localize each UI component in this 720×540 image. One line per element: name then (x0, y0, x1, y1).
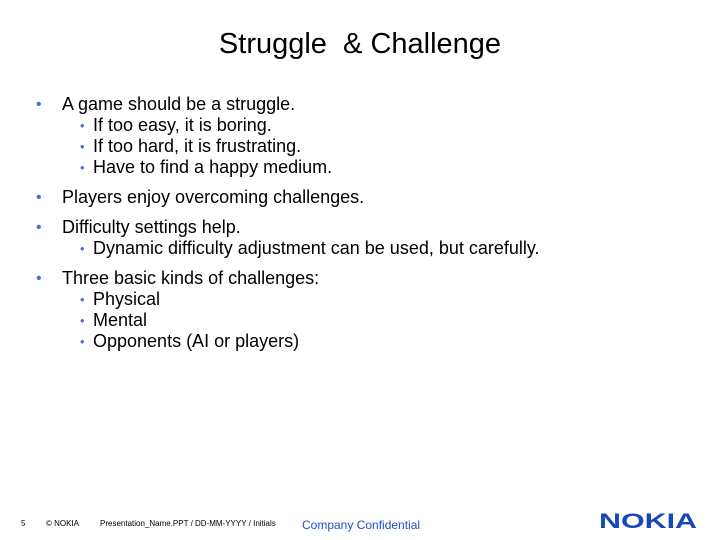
bullet-text: Difficulty settings help. (62, 217, 241, 237)
sub-bullet-text: Dynamic difficulty adjustment can be used, but carefully. (93, 238, 540, 258)
bullet-item (36, 217, 686, 259)
sub-bullet-item (62, 238, 686, 259)
sub-bullet-dot-icon: • (80, 292, 85, 307)
sub-bullet-item (62, 331, 686, 352)
bullet-dot-icon: • (36, 270, 42, 287)
bullet-text: A game should be a struggle. (62, 94, 296, 114)
bullet-dot-icon: • (36, 96, 42, 113)
sub-bullet-list (62, 115, 686, 178)
sub-bullet-list (62, 289, 686, 352)
bullet-dot-icon: • (36, 189, 42, 206)
sub-bullet-item (62, 115, 686, 136)
sub-bullet-text: Mental (93, 310, 148, 330)
bullet-item (36, 94, 686, 178)
bullet-text: Three basic kinds of challenges: (62, 268, 320, 288)
bullet-dot-icon: • (36, 219, 42, 236)
sub-bullet-dot-icon: • (80, 313, 85, 328)
sub-bullet-item (62, 136, 686, 157)
presentation-name: Presentation_Name.PPT / DD-MM-YYYY / Initials (100, 519, 276, 528)
page-number: 5 (21, 519, 26, 528)
bullet-text: Players enjoy overcoming challenges. (62, 187, 365, 207)
sub-bullet-dot-icon: • (80, 241, 85, 256)
sub-bullet-item (62, 157, 686, 178)
bullet-item (36, 187, 686, 208)
sub-bullet-dot-icon: • (80, 139, 85, 154)
sub-bullet-text: If too hard, it is frustrating. (93, 136, 302, 156)
sub-bullet-item (62, 289, 686, 310)
sub-bullet-text: Have to find a happy medium. (93, 157, 333, 177)
sub-bullet-list (62, 238, 686, 259)
sub-bullet-dot-icon: • (80, 334, 85, 349)
sub-bullet-dot-icon: • (80, 118, 85, 133)
nokia-logo-text: NOKIA (599, 510, 697, 531)
slide-title: Struggle & Challenge (218, 28, 502, 60)
sub-bullet-text: Opponents (AI or players) (93, 331, 300, 351)
copyright-notice: © NOKIA (46, 519, 80, 528)
sub-bullet-dot-icon: • (80, 160, 85, 175)
bullet-item (36, 268, 686, 352)
sub-bullet-item (62, 310, 686, 331)
bullet-list (36, 94, 686, 361)
sub-bullet-text: Physical (93, 289, 161, 309)
nokia-logo-icon (598, 509, 698, 531)
confidential-label: Company Confidential (302, 518, 421, 532)
sub-bullet-text: If too easy, it is boring. (93, 115, 272, 135)
